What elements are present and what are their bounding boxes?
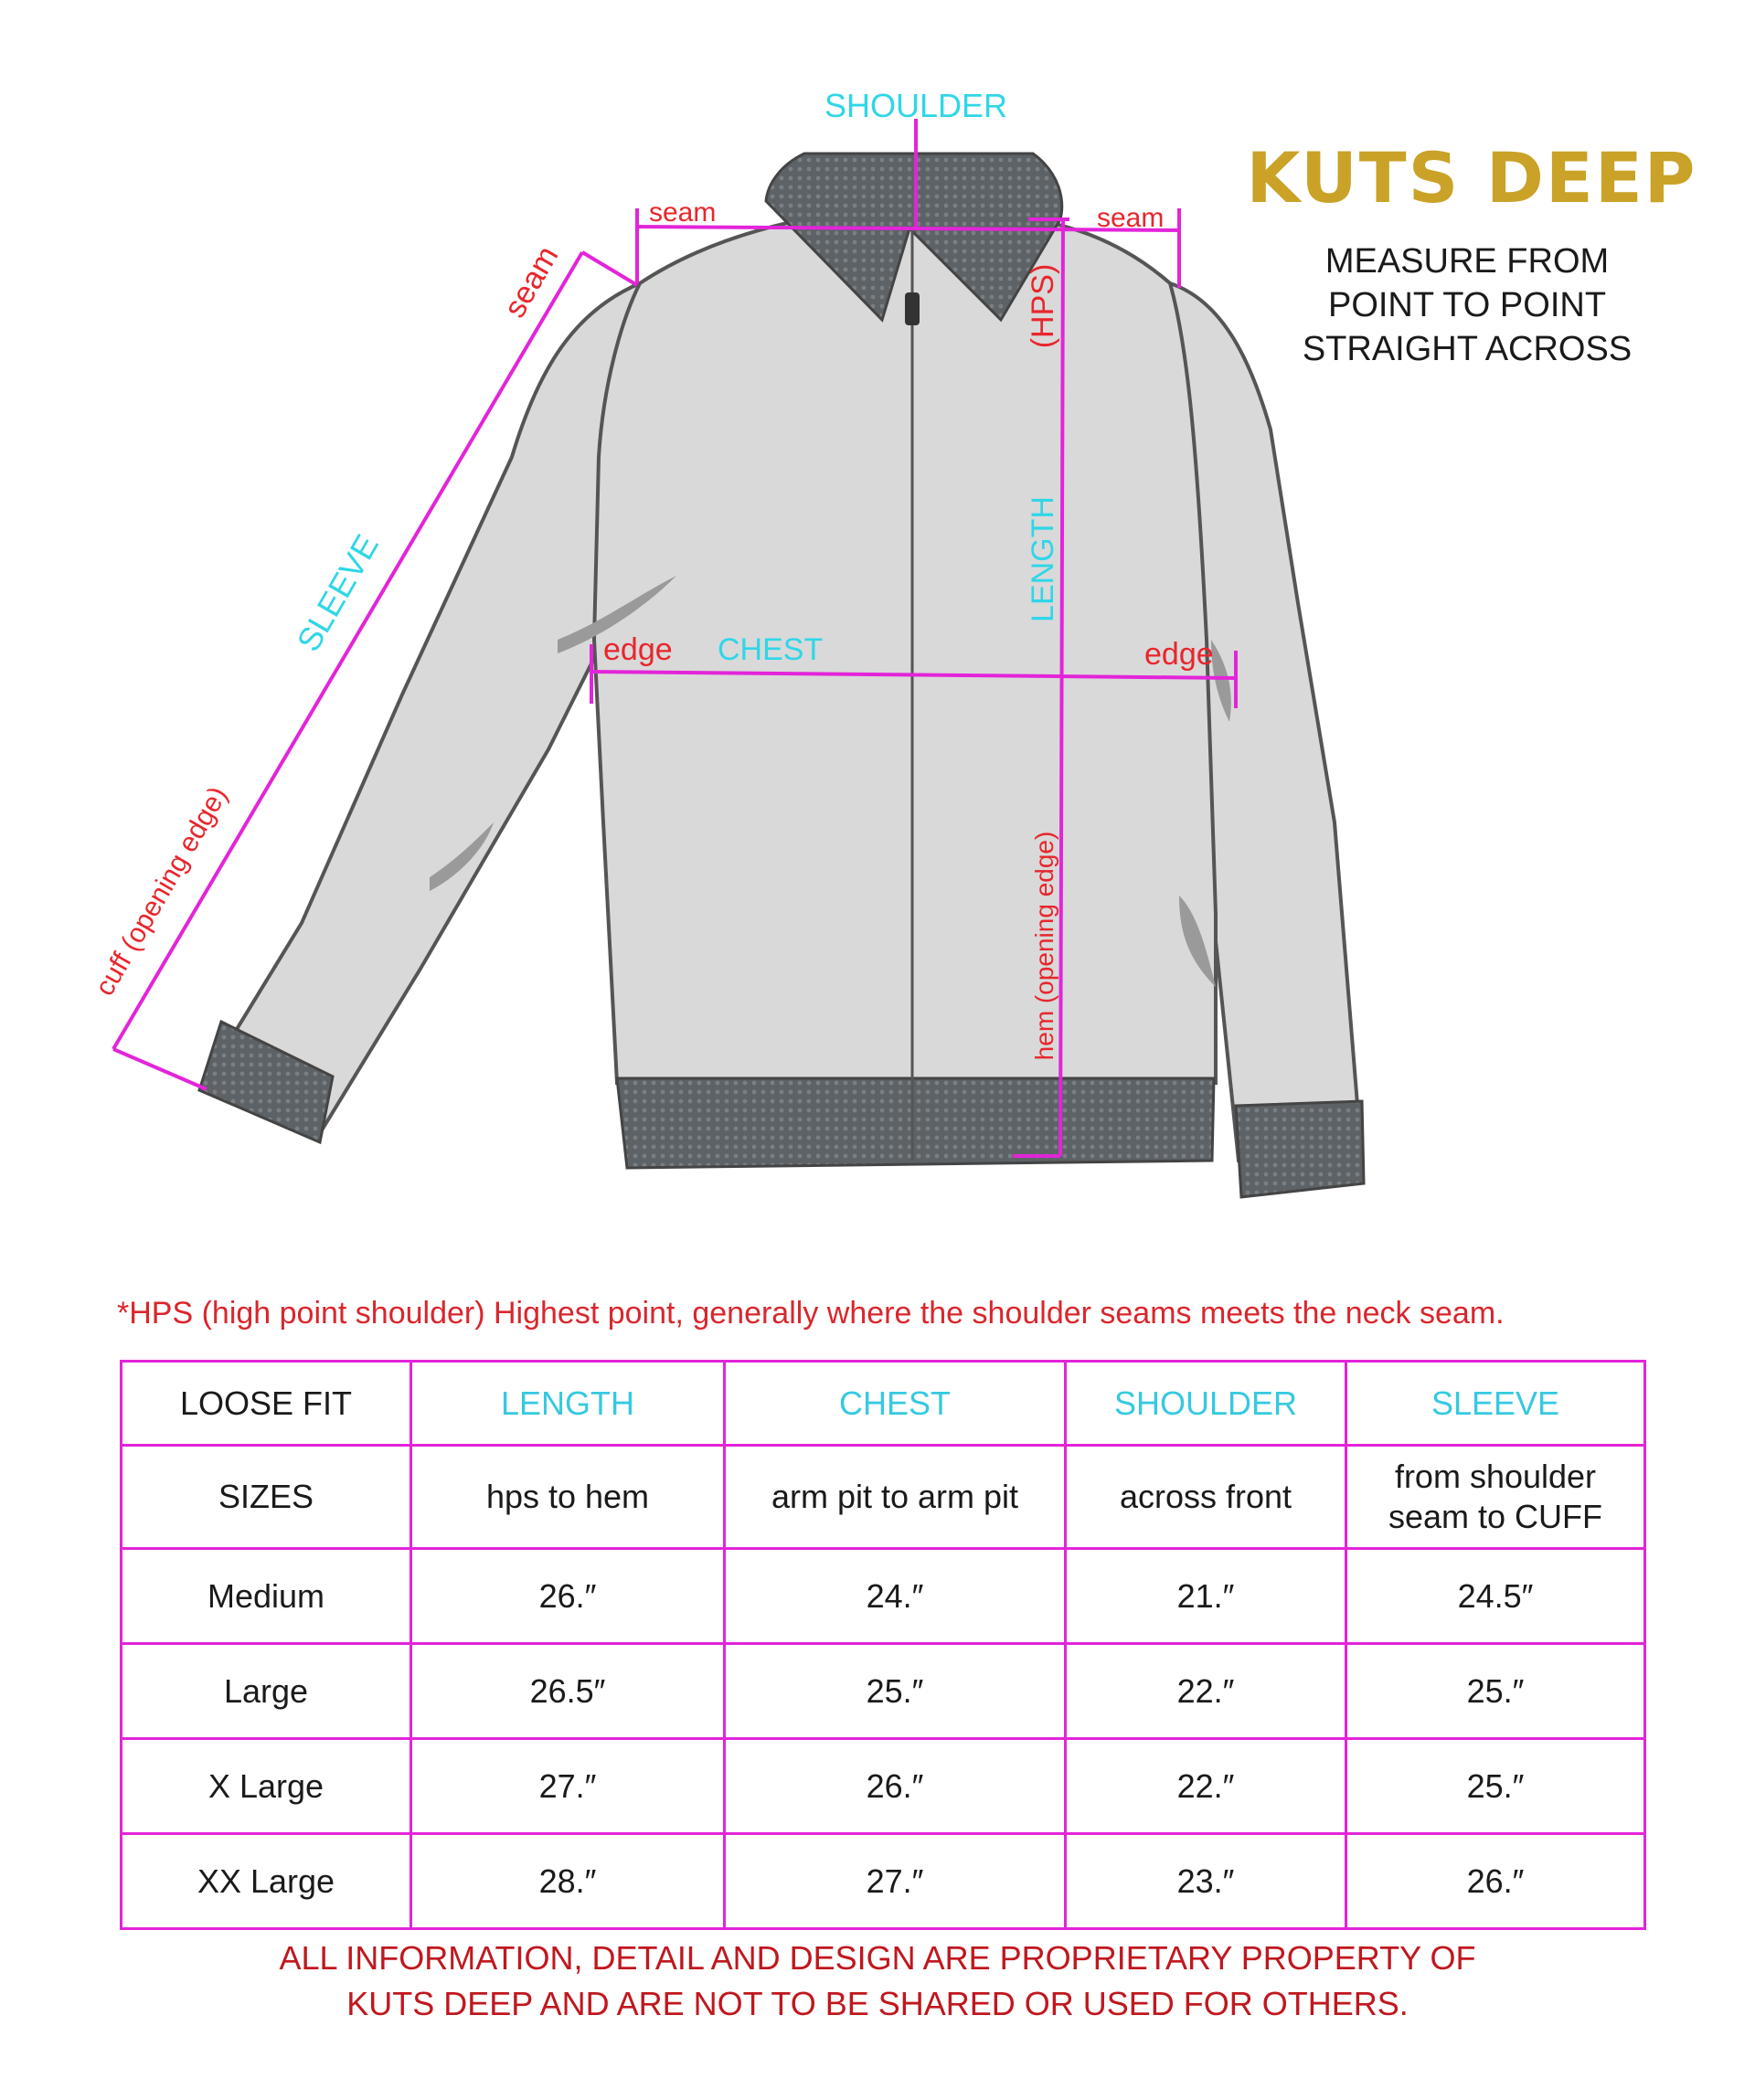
size-value: 25.″ bbox=[725, 1644, 1066, 1739]
label-edge-left: edge bbox=[603, 632, 673, 667]
label-seam-sleeve: seam bbox=[497, 239, 566, 323]
table-row bbox=[122, 1549, 1645, 1644]
size-value: 28.″ bbox=[411, 1834, 725, 1929]
label-edge-right: edge bbox=[1144, 637, 1214, 672]
label-chest: CHEST bbox=[718, 632, 824, 667]
size-value: 25.″ bbox=[1346, 1739, 1645, 1834]
jacket-body bbox=[594, 219, 1216, 1083]
header-chest: CHEST bbox=[725, 1362, 1066, 1446]
hps-note: *HPS (high point shoulder) Highest point, generally where the shoulder seams meets the neck seam. bbox=[117, 1296, 1505, 1331]
table-subheader-row bbox=[122, 1446, 1645, 1549]
measure-instructions bbox=[1261, 239, 1673, 371]
size-name: XX Large bbox=[122, 1834, 411, 1929]
size-name: X Large bbox=[122, 1739, 411, 1834]
label-sleeve: SLEEVE bbox=[289, 527, 386, 658]
subheader-cell: hps to hem bbox=[411, 1446, 725, 1549]
table-row bbox=[122, 1739, 1645, 1834]
size-value: 27.″ bbox=[725, 1834, 1066, 1929]
subheader-cell: SIZES bbox=[122, 1446, 411, 1549]
size-value: 22.″ bbox=[1066, 1644, 1346, 1739]
label-hps: (HPS) bbox=[1026, 263, 1060, 349]
footer-line: KUTS DEEP AND ARE NOT TO BE SHARED OR USED FOR OTHERS. bbox=[346, 1985, 1409, 2022]
subheader-cell: arm pit to arm pit bbox=[725, 1446, 1066, 1549]
header-length: LENGTH bbox=[411, 1362, 725, 1446]
size-value: 26.″ bbox=[725, 1739, 1066, 1834]
footer-line: ALL INFORMATION, DETAIL AND DESIGN ARE PROPRIETARY PROPERTY OF bbox=[279, 1939, 1476, 1977]
size-name: Medium bbox=[122, 1549, 411, 1644]
size-value: 26.″ bbox=[1346, 1834, 1645, 1929]
sleeve-tick-bottom bbox=[113, 1049, 207, 1089]
size-value: 25.″ bbox=[1346, 1644, 1645, 1739]
waistband bbox=[617, 1078, 1214, 1168]
header-shoulder: SHOULDER bbox=[1066, 1362, 1346, 1446]
label-hem: hem (opening edge) bbox=[1030, 831, 1058, 1061]
subheader-cell: from shoulder seam to CUFF bbox=[1346, 1446, 1645, 1549]
instruction-line: MEASURE FROM bbox=[1324, 242, 1610, 281]
sleeve-tick-top bbox=[582, 252, 637, 285]
brand-logo: KUTS DEEP bbox=[1246, 137, 1697, 218]
header-sleeve: SLEEVE bbox=[1346, 1362, 1645, 1446]
subheader-cell: across front bbox=[1066, 1446, 1346, 1549]
table-row bbox=[122, 1644, 1645, 1739]
size-name: Large bbox=[122, 1644, 411, 1739]
zipper-pull bbox=[905, 292, 920, 325]
jacket-left-sleeve bbox=[201, 283, 640, 1133]
size-value: 26.″ bbox=[411, 1549, 725, 1644]
label-seam-right: seam bbox=[1097, 203, 1165, 233]
size-value: 26.5″ bbox=[411, 1644, 725, 1739]
size-value: 27.″ bbox=[411, 1739, 725, 1834]
label-shoulder: SHOULDER bbox=[824, 87, 1008, 124]
size-value: 23.″ bbox=[1066, 1834, 1346, 1929]
size-value: 24.5″ bbox=[1346, 1549, 1645, 1644]
label-seam-left: seam bbox=[649, 197, 717, 228]
size-value: 22.″ bbox=[1066, 1739, 1346, 1834]
label-length: LENGTH bbox=[1026, 496, 1060, 622]
label-cuff: cuff (opening edge) bbox=[89, 781, 234, 1002]
right-cuff bbox=[1236, 1101, 1364, 1197]
header-fit: LOOSE FIT bbox=[122, 1362, 411, 1446]
instruction-line: POINT TO POINT bbox=[1327, 286, 1607, 324]
size-table bbox=[120, 1360, 1646, 1930]
size-value: 24.″ bbox=[725, 1549, 1066, 1644]
table-header-row bbox=[122, 1362, 1645, 1446]
table-row bbox=[122, 1834, 1645, 1929]
instruction-line: STRAIGHT ACROSS bbox=[1302, 330, 1633, 368]
proprietary-footer bbox=[128, 1936, 1627, 2027]
size-value: 21.″ bbox=[1066, 1549, 1346, 1644]
